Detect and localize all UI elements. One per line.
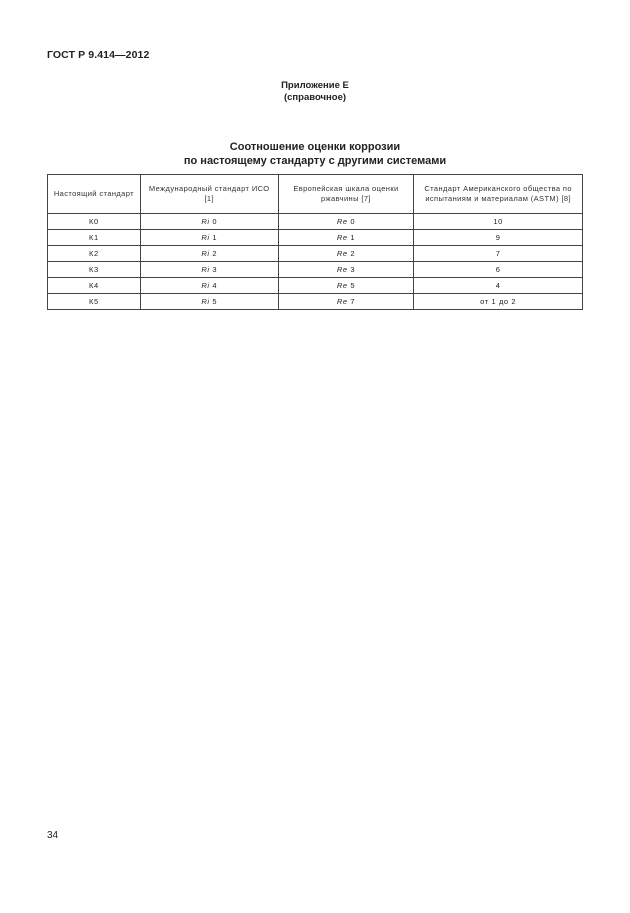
column-header: Международный стандарт ИСО [1] [140, 175, 278, 214]
table-row [48, 230, 583, 246]
astm-value: 7 [495, 249, 501, 258]
iso-symbol: Ri [201, 249, 210, 258]
european-value: 3 [350, 265, 356, 274]
iso-symbol: Ri [201, 265, 210, 274]
cell-astm [414, 246, 583, 262]
cell-iso [140, 278, 278, 294]
iso-symbol: Ri [201, 281, 210, 290]
cell-standard [48, 262, 141, 278]
standard-grade: К2 [89, 249, 99, 258]
iso-value: 5 [212, 297, 218, 306]
cell-iso [140, 294, 278, 310]
cell-iso [140, 230, 278, 246]
astm-value: от 1 до 2 [480, 297, 517, 306]
cell-standard [48, 278, 141, 294]
cell-standard [48, 230, 141, 246]
cell-standard [48, 294, 141, 310]
correlation-table [47, 174, 583, 310]
cell-european [278, 230, 414, 246]
astm-value: 9 [495, 233, 501, 242]
cell-european [278, 262, 414, 278]
european-symbol: Re [336, 233, 348, 242]
cell-astm [414, 230, 583, 246]
european-symbol: Re [336, 249, 348, 258]
page-number: 34 [47, 830, 59, 841]
cell-european [278, 246, 414, 262]
iso-value: 0 [212, 217, 218, 226]
table-row [48, 214, 583, 230]
cell-standard [48, 246, 141, 262]
iso-symbol: Ri [201, 233, 210, 242]
astm-value: 4 [495, 281, 501, 290]
standard-grade: К5 [89, 297, 99, 306]
appendix-note: (справочное) [283, 92, 347, 103]
cell-astm [414, 214, 583, 230]
table-title-line1: Соотношение оценки коррозии [229, 141, 401, 153]
cell-astm [414, 278, 583, 294]
iso-symbol: Ri [201, 217, 210, 226]
table-row [48, 262, 583, 278]
european-symbol: Re [336, 217, 348, 226]
cell-iso [140, 262, 278, 278]
cell-astm [414, 294, 583, 310]
standard-grade: К0 [89, 217, 99, 226]
table-row [48, 294, 583, 310]
cell-european [278, 278, 414, 294]
iso-value: 2 [212, 249, 218, 258]
cell-iso [140, 214, 278, 230]
document-header: ГОСТ Р 9.414—2012 [47, 49, 150, 61]
column-header: Настоящий стандарт [48, 175, 141, 214]
cell-standard [48, 214, 141, 230]
european-symbol: Re [336, 281, 348, 290]
european-symbol: Re [336, 297, 348, 306]
column-header: Европейская шкала оценки ржавчины [7] [278, 175, 414, 214]
table-row [48, 278, 583, 294]
european-symbol: Re [336, 265, 348, 274]
appendix-label: Приложение Е [281, 80, 349, 91]
table-header-row [48, 175, 583, 214]
european-value: 2 [350, 249, 356, 258]
iso-value: 3 [212, 265, 218, 274]
astm-value: 6 [495, 265, 501, 274]
cell-european [278, 294, 414, 310]
cell-iso [140, 246, 278, 262]
standard-grade: К3 [89, 265, 99, 274]
table-body [48, 214, 583, 310]
european-value: 1 [350, 233, 356, 242]
iso-value: 1 [212, 233, 218, 242]
european-value: 7 [350, 297, 356, 306]
standard-grade: К4 [89, 281, 99, 290]
standard-grade: К1 [89, 233, 99, 242]
cell-astm [414, 262, 583, 278]
astm-value: 10 [493, 217, 503, 226]
iso-symbol: Ri [201, 297, 210, 306]
iso-value: 4 [212, 281, 218, 290]
cell-european [278, 214, 414, 230]
column-header: Стандарт Американского общества по испытаниям и материалам (ASTM) [8] [414, 175, 583, 214]
european-value: 0 [350, 217, 356, 226]
table-row [48, 246, 583, 262]
european-value: 5 [350, 281, 356, 290]
table-title-line2: по настоящему стандарту с другими системами [183, 155, 447, 167]
